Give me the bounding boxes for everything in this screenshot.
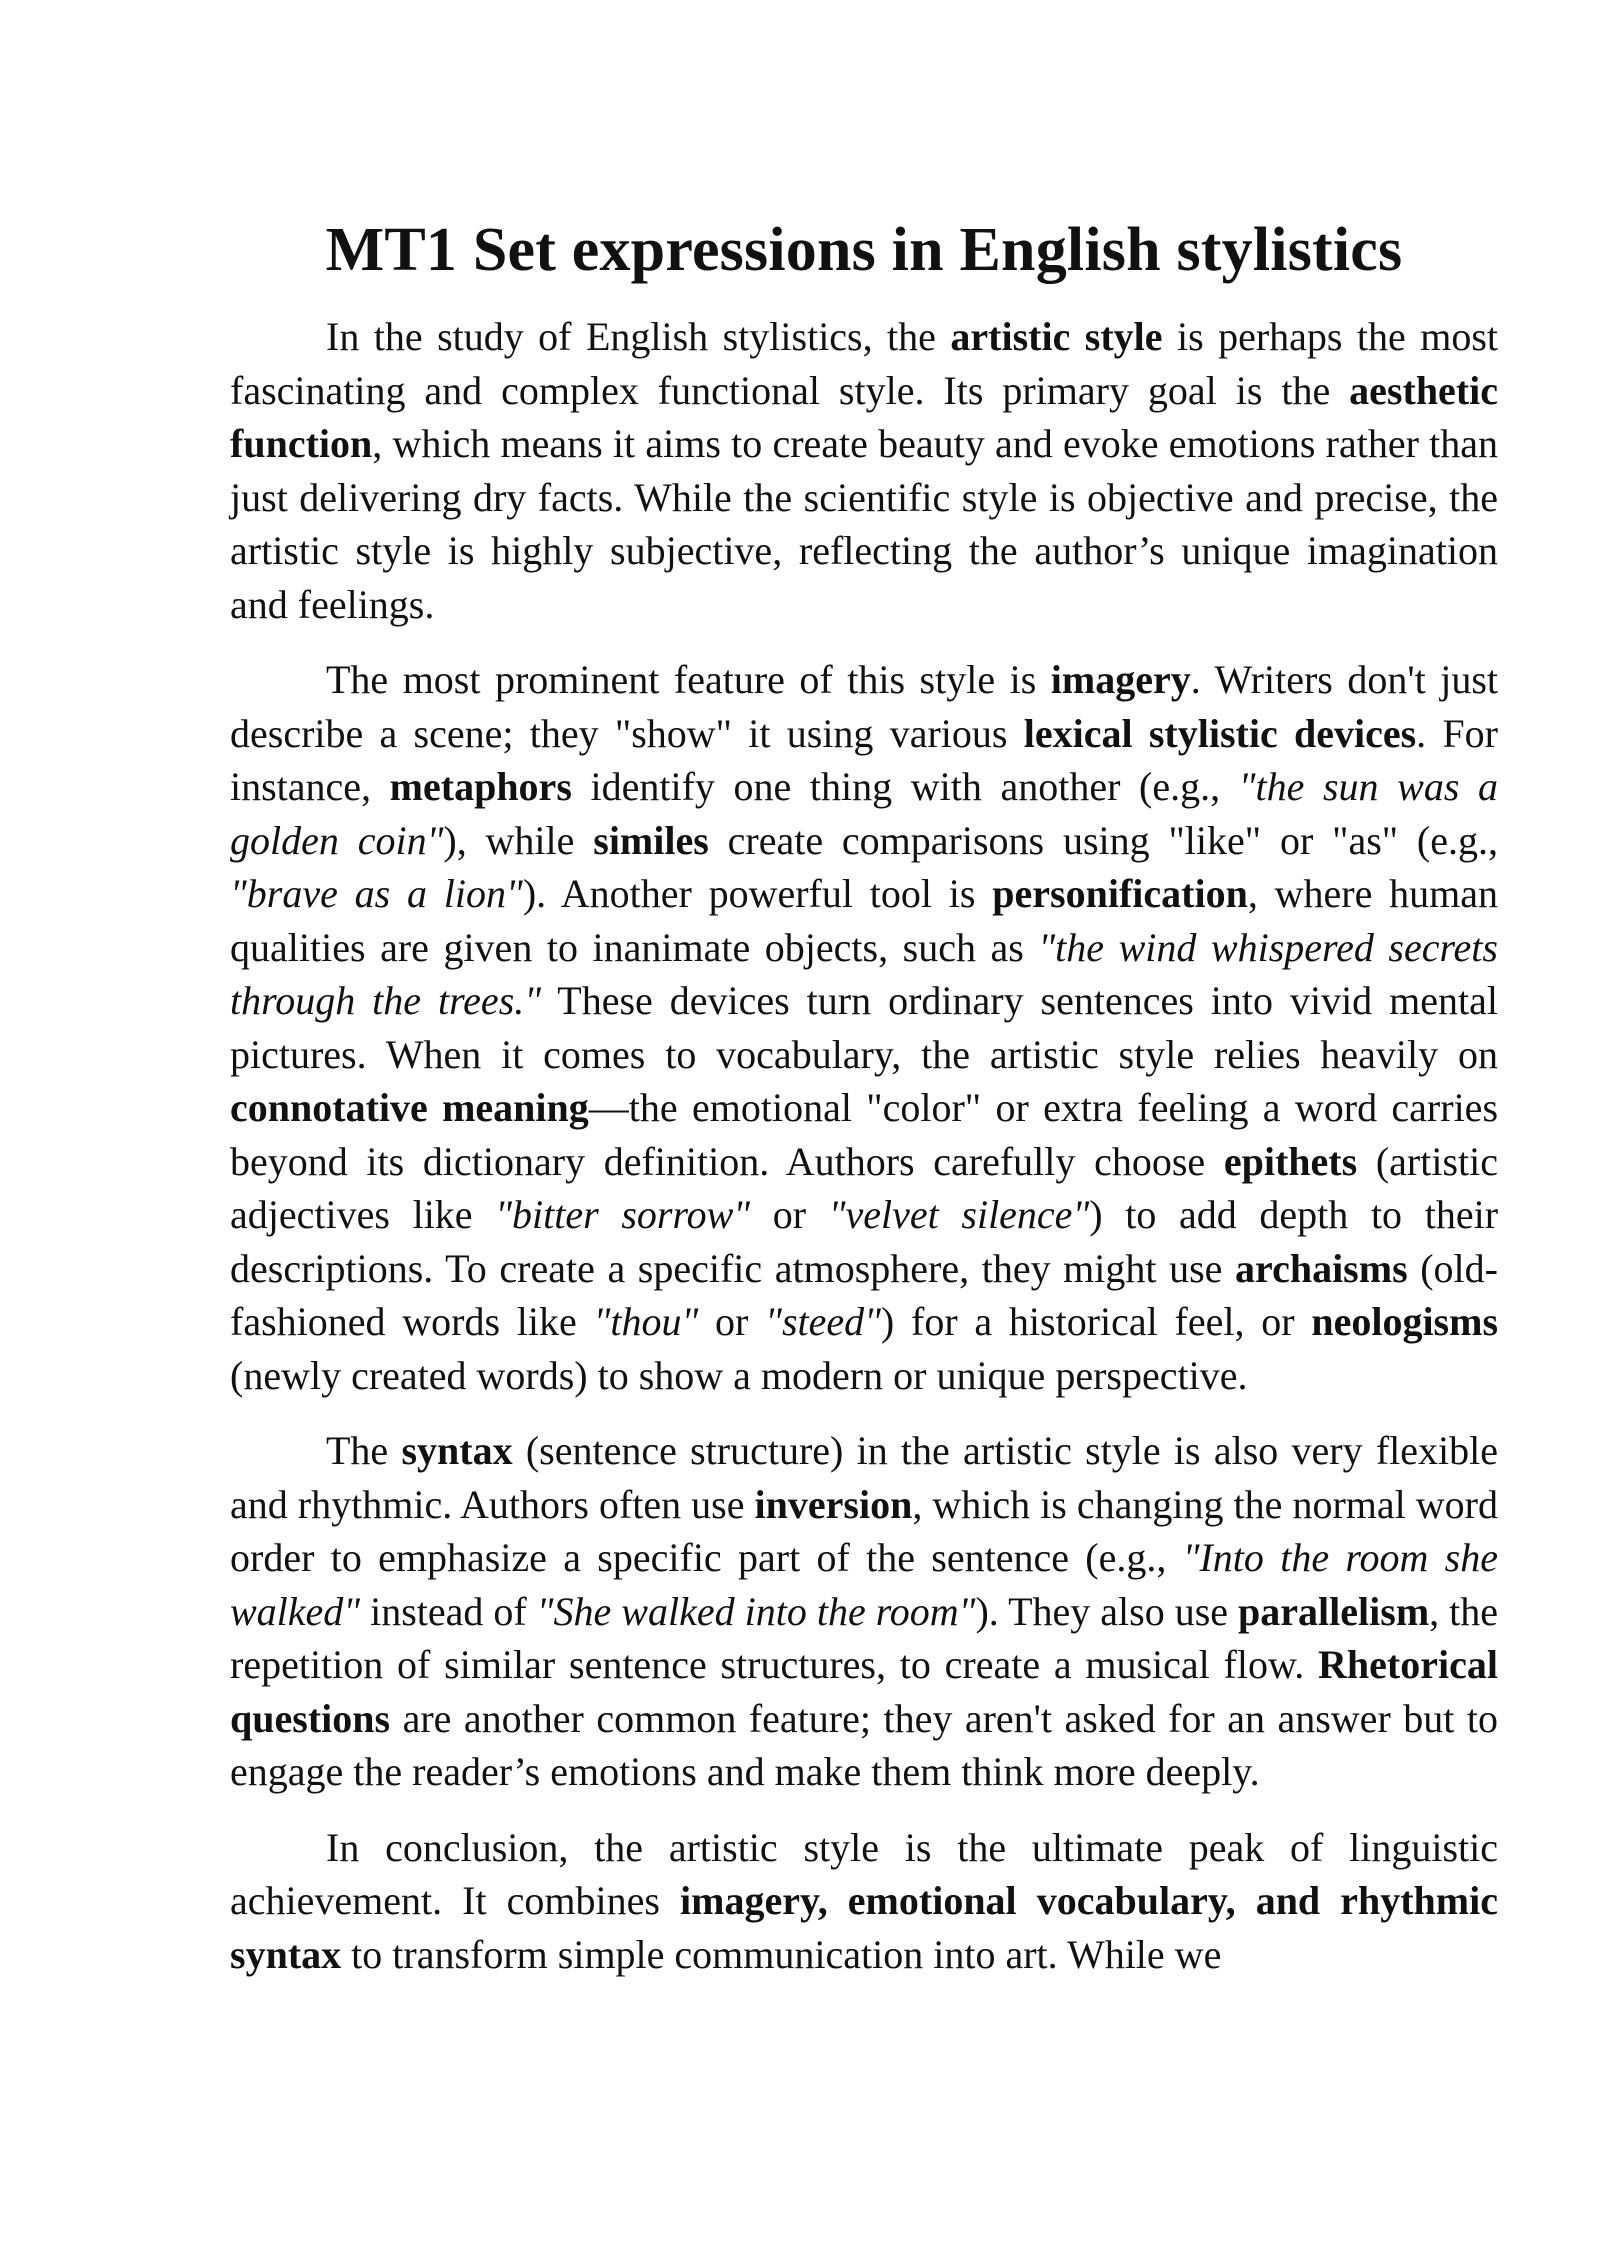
italic-example: "the sun was a golden coin"	[230, 764, 1498, 863]
text-run: to transform simple communication into art. While we	[341, 1931, 1222, 1977]
bold-term: lexical stylistic devices	[1023, 710, 1417, 756]
text-run: are another common feature; they aren't asked for an answer but to engage the reader’s emotions and make them think more deeply.	[230, 1695, 1498, 1794]
text-run: ) to add depth to their descriptions. To create a specific atmosphere, they might use	[230, 1192, 1499, 1291]
bold-term: syntax	[401, 1428, 513, 1473]
text-run: . Writers don't just describe a scene; they "show" it using various	[230, 657, 1498, 756]
bold-term: similes	[593, 817, 709, 863]
text-run: (newly created words) to show a modern or unique perspective.	[230, 1352, 1248, 1398]
text-run: , the repetition of similar sentence structures, to create a musical flow.	[230, 1588, 1499, 1687]
italic-example: "Into the room she walked"	[230, 1535, 1499, 1634]
text-run: , which is changing the normal word order to emphasize a specific part of the sentence (e.g.,	[230, 1481, 1498, 1580]
text-run: ), while	[443, 817, 594, 863]
document-page	[230, 210, 1498, 2003]
italic-example: "brave as a lion"	[230, 871, 523, 916]
bold-term: connotative meaning	[230, 1085, 589, 1130]
text-run: or	[698, 1299, 766, 1344]
bold-term: archaisms	[1235, 1245, 1408, 1291]
italic-example: "steed"	[765, 1299, 881, 1344]
text-run: In conclusion, the artistic style is the ultimate peak of linguistic achievement. It combines	[230, 1824, 1498, 1923]
text-run: , which means it aims to create beauty and evoke emotions rather than just delivering dry facts. While the scientific style is objective and precise, the artistic style is highly subjective, reflecting the author’s unique imagination and feelings.	[230, 421, 1498, 627]
bold-term: imagery, emotional vocabulary, and rhythmic syntax	[230, 1878, 1498, 1977]
text-run: (old-fashioned words like	[230, 1245, 1498, 1344]
text-run: , where human qualities are given to inanimate objects, such as	[230, 871, 1498, 970]
body-paragraph	[230, 310, 1498, 631]
italic-example: "velvet silence"	[828, 1192, 1090, 1237]
text-run: (sentence structure) in the artistic style is also very flexible and rhythmic. Authors often use	[230, 1428, 1499, 1527]
text-run: (artistic adjectives like	[230, 1138, 1498, 1237]
italic-example: "She walked into the room"	[536, 1588, 976, 1634]
italic-example: "bitter sorrow"	[495, 1192, 751, 1237]
text-run: ) for a historical feel, or	[880, 1299, 1312, 1344]
text-run: is perhaps the most fascinating and complex functional style. Its primary goal is the	[230, 314, 1498, 413]
text-run: identify one thing with another (e.g.,	[571, 764, 1239, 809]
body-paragraph	[230, 653, 1498, 1402]
text-run: instead of	[360, 1588, 537, 1634]
text-run: In the study of English stylistics, the	[326, 314, 951, 359]
bold-term: Rhetorical questions	[230, 1642, 1498, 1741]
text-run: ). They also use	[975, 1588, 1239, 1634]
bold-term: imagery	[1050, 657, 1191, 702]
bold-term: artistic style	[950, 314, 1163, 359]
text-run: The most prominent feature of this style is	[326, 657, 1051, 702]
text-run: create comparisons using "like" or "as" (e.g.,	[708, 817, 1499, 863]
bold-term: epithets	[1223, 1138, 1358, 1184]
bold-term: parallelism	[1238, 1588, 1430, 1634]
bold-term: neologisms	[1311, 1299, 1499, 1344]
italic-example: "the wind whispered secrets through the trees."	[230, 924, 1498, 1023]
text-run: . For instance,	[230, 710, 1498, 809]
bold-term: metaphors	[389, 764, 572, 809]
document-body	[230, 310, 1498, 1981]
bold-term: aesthetic function	[230, 367, 1498, 466]
text-run: These devices turn ordinary sentences into vivid mental pictures. When it comes to vocabulary, the artistic style relies heavily on	[230, 978, 1498, 1077]
text-run: or	[750, 1192, 829, 1237]
text-run: ). Another powerful tool is	[522, 871, 993, 916]
text-run: —the emotional "color" or extra feeling a word carries beyond its dictionary definition. Authors carefully choose	[230, 1085, 1499, 1184]
italic-example: "thou"	[593, 1299, 699, 1344]
text-run: The	[326, 1428, 402, 1473]
bold-term: inversion	[754, 1481, 913, 1527]
document-title: MT1 Set expressions in English stylistics	[325, 216, 1403, 284]
body-paragraph	[230, 1821, 1498, 1982]
bold-term: personification	[992, 871, 1248, 916]
body-paragraph	[230, 1424, 1498, 1799]
